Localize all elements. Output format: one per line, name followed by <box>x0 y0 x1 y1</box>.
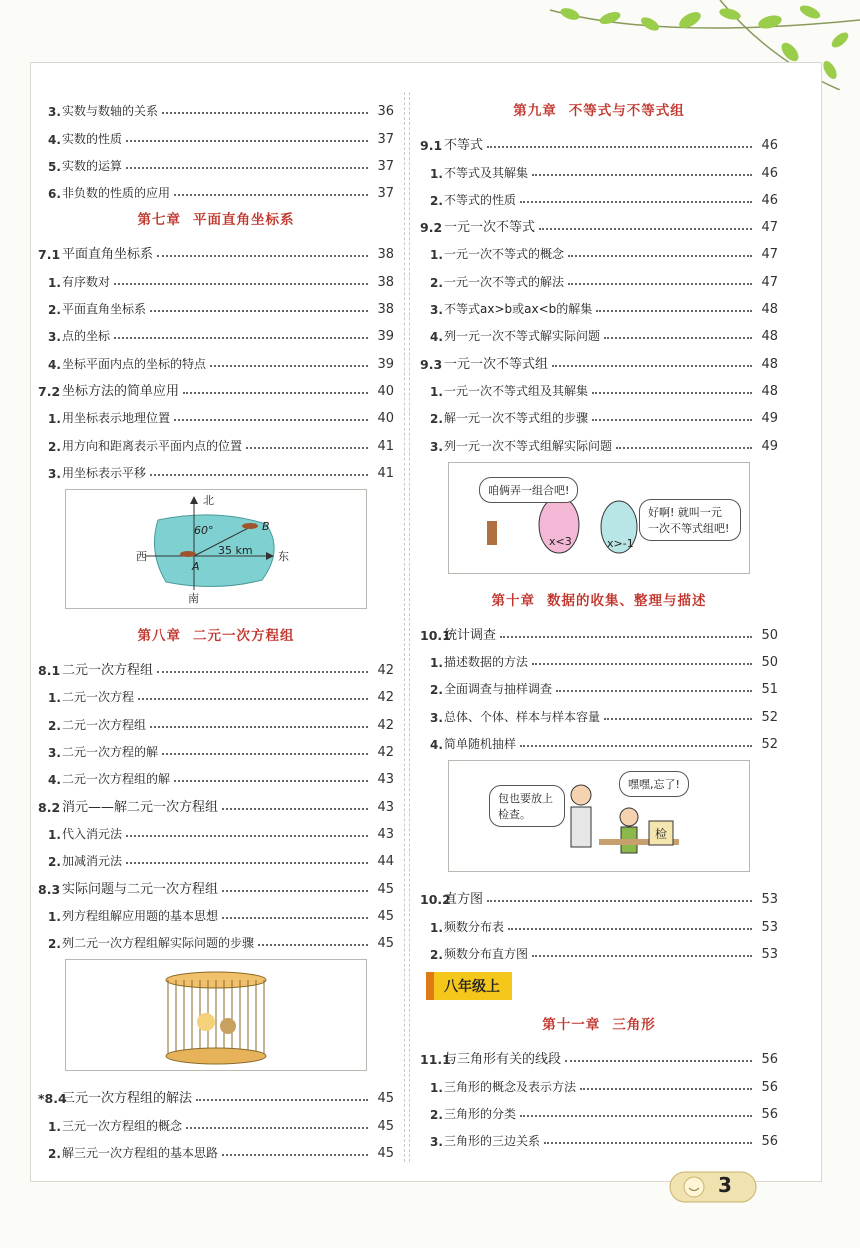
entry-number: 1. <box>48 691 61 706</box>
entry-page: 47 <box>761 220 778 236</box>
dot-leader <box>162 753 368 755</box>
entry-number: 2. <box>430 275 443 290</box>
toc-section-entry <box>420 344 778 371</box>
entry-page: 38 <box>377 302 394 318</box>
entry-title: 列一元一次不等式组解实际问题 <box>444 438 613 453</box>
entry-page: 42 <box>377 663 394 679</box>
entry-number: 3. <box>430 1135 443 1150</box>
entry-page: 41 <box>377 438 394 454</box>
toc-subsection-entry <box>38 705 394 732</box>
entry-page: 47 <box>761 247 778 263</box>
entry-number: 4. <box>430 738 443 753</box>
chapter-number: 第十章 <box>491 592 535 609</box>
dot-leader <box>157 671 368 673</box>
entry-title: 全面调查与抽样调查 <box>444 682 553 697</box>
toc-subsection-entry <box>38 290 394 317</box>
check-sign: 检 <box>655 827 668 842</box>
entry-page: 53 <box>761 946 778 962</box>
dot-leader <box>222 808 368 810</box>
entry-page: 46 <box>761 165 778 181</box>
entry-number: 3. <box>48 466 61 481</box>
entry-title: 平面直角坐标系 <box>62 302 147 317</box>
toc-subsection-entry <box>420 235 778 262</box>
map-figure <box>65 489 367 609</box>
dot-leader <box>520 1115 752 1117</box>
entry-number: 3. <box>430 710 443 725</box>
toc-subsection-entry <box>38 842 394 869</box>
entry-page: 45 <box>377 1118 394 1134</box>
dot-leader <box>246 447 368 449</box>
dot-leader <box>604 337 752 339</box>
entry-page: 53 <box>761 919 778 935</box>
cage-illustration <box>65 959 367 1071</box>
cartoon-label-right: x>-1 <box>607 536 634 550</box>
dot-leader <box>150 474 368 476</box>
entry-page: 48 <box>761 356 778 372</box>
entry-number: 1. <box>430 1080 443 1095</box>
entry-page: 46 <box>761 192 778 208</box>
toc-subsection-entry <box>420 1095 778 1122</box>
entry-page: 37 <box>377 131 394 147</box>
entry-number: 9.3 <box>420 356 443 372</box>
speech-bubble-right: 好啊! 就叫一元一次不等式组吧! <box>639 499 741 541</box>
toc-subsection-entry <box>38 344 394 371</box>
entry-page: 50 <box>761 627 778 643</box>
chapter-number: 第九章 <box>513 103 557 119</box>
dot-leader <box>592 419 752 421</box>
toc-subsection-entry <box>420 725 778 752</box>
entry-title: 描述数据的方法 <box>444 655 529 670</box>
entry-page: 43 <box>377 799 394 815</box>
dot-leader <box>114 283 368 285</box>
entry-number: 4. <box>48 773 61 788</box>
entry-title: 不等式及其解集 <box>444 165 529 180</box>
entry-page: 44 <box>377 854 394 870</box>
entry-title: 坐标平面内点的坐标的特点 <box>62 356 207 371</box>
chapter-heading <box>420 92 778 126</box>
toc-subsection-entry <box>38 317 394 344</box>
entry-page: 37 <box>377 158 394 174</box>
dot-leader <box>174 194 368 196</box>
entry-number: 6. <box>48 187 61 202</box>
dot-leader <box>210 365 368 367</box>
map-label-north: 北 <box>203 493 214 507</box>
entry-page: 47 <box>761 274 778 290</box>
entry-number: 8.3 <box>38 881 61 897</box>
entry-title: 列二元一次方程组解实际问题的步骤 <box>62 936 255 951</box>
toc-subsection-entry <box>38 1106 394 1133</box>
entry-number: 2. <box>48 718 61 733</box>
entry-number: 10.2 <box>420 892 451 908</box>
entry-title: 实数的运算 <box>62 158 123 173</box>
map-label-east: 东 <box>278 549 289 563</box>
entry-title: 三角形的分类 <box>444 1106 517 1121</box>
chapter-title: 数据的收集、整理与描述 <box>547 592 707 609</box>
chapter-heading <box>38 617 394 651</box>
dot-leader <box>568 255 752 257</box>
dot-leader <box>222 1154 368 1156</box>
dot-leader <box>186 1127 368 1129</box>
page-badge <box>668 1170 758 1204</box>
toc-subsection-entry <box>420 907 778 934</box>
entry-title: 二元一次方程组 <box>62 717 147 732</box>
chapter-title: 三角形 <box>612 1016 656 1033</box>
entry-number: 1. <box>430 656 443 671</box>
dot-leader <box>222 917 368 919</box>
toc-subsection-entry <box>38 174 394 201</box>
entry-number: 4. <box>48 132 61 147</box>
entry-title: 消元——解二元一次方程组 <box>62 799 219 815</box>
dot-leader <box>532 174 752 176</box>
entry-title: 三角形的三边关系 <box>444 1134 541 1149</box>
entry-title: 实数与数轴的关系 <box>62 104 159 119</box>
entry-number: 1. <box>430 248 443 263</box>
entry-title: 二元一次方程的解 <box>62 745 159 760</box>
entry-number: 3. <box>430 439 443 454</box>
toc-subsection-entry <box>420 1067 778 1094</box>
entry-title: 不等式的性质 <box>444 192 517 207</box>
toc-subsection-entry <box>420 153 778 180</box>
entry-number: 7.1 <box>38 247 61 263</box>
entry-title: 非负数的性质的应用 <box>62 186 171 201</box>
entry-number: 3. <box>48 105 61 120</box>
entry-number: 1. <box>48 909 61 924</box>
dot-leader <box>604 718 752 720</box>
toc-subsection-entry <box>38 147 394 174</box>
toc-subsection-entry <box>420 262 778 289</box>
chapter-title: 不等式与不等式组 <box>568 103 685 119</box>
dot-leader <box>532 663 752 665</box>
map-label-distance: 35 km <box>218 543 253 557</box>
dot-leader <box>539 228 752 230</box>
entry-number: 2. <box>48 855 61 870</box>
chapter-heading <box>38 201 394 235</box>
toc-subsection-entry <box>38 924 394 951</box>
entry-title: 三角形的概念及表示方法 <box>444 1079 577 1094</box>
entry-title: 简单随机抽样 <box>444 737 517 752</box>
entry-number: 2. <box>430 947 443 962</box>
entry-page: 49 <box>761 411 778 427</box>
dot-leader <box>520 745 752 747</box>
page-number: 3 <box>718 1173 732 1197</box>
entry-page: 56 <box>761 1052 778 1068</box>
entry-number: 2. <box>430 412 443 427</box>
entry-title: 有序数对 <box>62 274 111 289</box>
entry-page: 48 <box>761 383 778 399</box>
entry-title: 三元一次方程组的解法 <box>62 1091 193 1107</box>
entry-number: 2. <box>430 683 443 698</box>
entry-number: 3. <box>48 330 61 345</box>
entry-title: 与三角形有关的线段 <box>444 1052 562 1068</box>
entry-title: 实际问题与二元一次方程组 <box>62 881 219 897</box>
dot-leader <box>162 112 368 114</box>
entry-page: 56 <box>761 1079 778 1095</box>
entry-page: 56 <box>761 1134 778 1150</box>
entry-number: 10.1 <box>420 627 451 643</box>
entry-number: 2. <box>430 193 443 208</box>
toc-section-entry <box>38 869 394 896</box>
toc-section-entry <box>38 235 394 262</box>
map-label-b: B <box>262 519 270 533</box>
toc-subsection-entry <box>420 399 778 426</box>
dot-leader <box>126 167 368 169</box>
entry-title: 频数分布直方图 <box>444 946 529 961</box>
entry-number: 9.1 <box>420 138 443 154</box>
entry-number: 11.1 <box>420 1052 451 1068</box>
entry-page: 56 <box>761 1106 778 1122</box>
toc-subsection-entry <box>38 454 394 481</box>
entry-title: 用坐标表示地理位置 <box>62 411 171 426</box>
dot-leader <box>552 365 752 367</box>
entry-page: 42 <box>377 745 394 761</box>
entry-number: 7.2 <box>38 383 61 399</box>
entry-page: 50 <box>761 655 778 671</box>
entry-number: 2. <box>48 1147 61 1162</box>
entry-number: 3. <box>48 746 61 761</box>
entry-number: 9.2 <box>420 220 443 236</box>
cartoon-inequality-figure <box>448 462 750 574</box>
entry-number: 1. <box>430 920 443 935</box>
toc-subsection-entry <box>420 426 778 453</box>
grade-banner: 八年级上 <box>426 972 512 1000</box>
entry-page: 53 <box>761 892 778 908</box>
entry-title: 坐标方法的简单应用 <box>62 383 180 399</box>
entry-page: 43 <box>377 826 394 842</box>
dot-leader <box>508 928 752 930</box>
toc-subsection-entry <box>38 399 394 426</box>
toc-subsection-entry <box>38 92 394 119</box>
entry-number: 3. <box>430 303 443 318</box>
entry-page: 38 <box>377 274 394 290</box>
entry-number: *8.4 <box>38 1091 67 1107</box>
dot-leader <box>150 310 368 312</box>
toc-subsection-entry <box>38 426 394 453</box>
entry-number: 2. <box>430 1107 443 1122</box>
entry-page: 40 <box>377 411 394 427</box>
toc-section-entry <box>38 787 394 814</box>
entry-number: 2. <box>48 303 61 318</box>
toc-subsection-entry <box>420 317 778 344</box>
entry-page: 46 <box>761 138 778 154</box>
entry-title: 一元一次不等式的概念 <box>444 247 565 262</box>
toc-subsection-entry <box>420 290 778 317</box>
speech-bubble-left: 包也要放上检查。 <box>489 785 565 827</box>
entry-page: 39 <box>377 329 394 345</box>
dot-leader <box>183 392 368 394</box>
toc-section-entry <box>420 1040 778 1067</box>
entry-title: 统计调查 <box>444 627 497 643</box>
entry-number: 4. <box>430 330 443 345</box>
dot-leader <box>126 862 368 864</box>
dot-leader <box>556 690 752 692</box>
entry-page: 41 <box>377 465 394 481</box>
entry-page: 40 <box>377 383 394 399</box>
entry-number: 4. <box>48 357 61 372</box>
toc-subsection-entry <box>38 733 394 760</box>
entry-title: 实数的性质 <box>62 131 123 146</box>
dot-leader <box>532 955 752 957</box>
toc-section-entry <box>420 880 778 907</box>
entry-title: 二元一次方程 <box>62 690 135 705</box>
entry-title: 用坐标表示平移 <box>62 465 147 480</box>
entry-title: 用方向和距离表示平面内点的位置 <box>62 438 243 453</box>
dot-leader <box>138 698 368 700</box>
entry-number: 5. <box>48 159 61 174</box>
dot-leader <box>580 1088 752 1090</box>
entry-number: 1. <box>430 384 443 399</box>
chapter-title: 二元一次方程组 <box>193 627 295 644</box>
entry-title: 点的坐标 <box>62 329 111 344</box>
chapter-heading <box>420 582 778 616</box>
toc-right-column <box>420 92 778 1149</box>
entry-page: 45 <box>377 908 394 924</box>
entry-page: 39 <box>377 356 394 372</box>
entry-title: 解三元一次方程组的基本思路 <box>62 1146 219 1161</box>
dot-leader <box>487 146 752 148</box>
toc-subsection-entry <box>420 181 778 208</box>
entry-number: 1. <box>48 275 61 290</box>
dot-leader <box>596 310 752 312</box>
entry-page: 52 <box>761 737 778 753</box>
dot-leader <box>222 890 368 892</box>
entry-page: 48 <box>761 329 778 345</box>
entry-title: 频数分布表 <box>444 919 505 934</box>
entry-title: 一元一次不等式组 <box>444 356 549 372</box>
toc-section-entry <box>420 208 778 235</box>
entry-title: 二元一次方程组 <box>62 663 154 679</box>
toc-subsection-entry <box>420 935 778 962</box>
entry-number: 2. <box>48 439 61 454</box>
entry-number: 2. <box>48 937 61 952</box>
dot-leader <box>487 900 752 902</box>
dot-leader <box>126 835 368 837</box>
entry-title: 一元一次不等式的解法 <box>444 274 565 289</box>
toc-subsection-entry <box>38 760 394 787</box>
entry-page: 37 <box>377 186 394 202</box>
entry-page: 45 <box>377 881 394 897</box>
entry-title: 一元一次不等式组及其解集 <box>444 383 589 398</box>
map-label-angle: 60° <box>194 523 214 537</box>
entry-title: 不等式 <box>444 138 484 154</box>
dot-leader <box>616 447 752 449</box>
entry-page: 43 <box>377 772 394 788</box>
toc-subsection-entry <box>420 1122 778 1149</box>
toc-subsection-entry <box>38 678 394 705</box>
chapter-number: 第十一章 <box>542 1016 601 1033</box>
toc-section-entry <box>38 651 394 678</box>
toc-subsection-entry <box>38 119 394 146</box>
dot-leader <box>126 140 368 142</box>
entry-number: 1. <box>48 827 61 842</box>
entry-page: 38 <box>377 247 394 263</box>
toc-section-entry <box>420 126 778 153</box>
entry-page: 42 <box>377 690 394 706</box>
dot-leader <box>157 255 368 257</box>
entry-page: 51 <box>761 682 778 698</box>
entry-title: 列一元一次不等式解实际问题 <box>444 329 601 344</box>
dot-leader <box>568 283 752 285</box>
chapter-heading <box>420 1006 778 1040</box>
chapter-number: 第七章 <box>137 212 181 229</box>
toc-left-column <box>38 92 394 1161</box>
entry-title: 平面直角坐标系 <box>62 247 154 263</box>
toc-subsection-entry <box>420 697 778 724</box>
map-label-west: 西 <box>136 549 147 563</box>
map-label-south: 南 <box>188 591 199 605</box>
toc-subsection-entry <box>38 1134 394 1161</box>
entry-title: 列方程组解应用题的基本思想 <box>62 908 219 923</box>
entry-title: 不等式ax>b或ax<b的解集 <box>444 302 593 317</box>
entry-page: 49 <box>761 438 778 454</box>
cartoon-check-figure <box>448 760 750 872</box>
entry-number: 1. <box>48 1119 61 1134</box>
map-label-a: A <box>192 559 200 573</box>
entry-title: 一元一次不等式 <box>444 220 536 236</box>
entry-title: 三元一次方程组的概念 <box>62 1118 183 1133</box>
entry-title: 二元一次方程组的解 <box>62 772 171 787</box>
entry-title: 直方图 <box>444 892 484 908</box>
toc-subsection-entry <box>38 897 394 924</box>
entry-title: 代入消元法 <box>62 826 123 841</box>
toc-subsection-entry <box>420 643 778 670</box>
toc-section-entry <box>38 1079 394 1106</box>
entry-page: 45 <box>377 936 394 952</box>
toc-subsection-entry <box>420 670 778 697</box>
entry-title: 解一元一次不等式组的步骤 <box>444 411 589 426</box>
entry-page: 42 <box>377 717 394 733</box>
speech-bubble-right: 嘿嘿,忘了! <box>619 771 689 797</box>
entry-page: 48 <box>761 302 778 318</box>
toc-subsection-entry <box>420 372 778 399</box>
entry-page: 45 <box>377 1146 394 1162</box>
toc-subsection-entry <box>38 815 394 842</box>
chapter-title: 平面直角坐标系 <box>193 212 295 229</box>
speech-bubble-left: 咱俩弄一组合吧! <box>479 477 578 503</box>
dot-leader <box>500 636 752 638</box>
dot-leader <box>258 944 368 946</box>
dot-leader <box>150 726 368 728</box>
entry-page: 45 <box>377 1091 394 1107</box>
entry-title: 加减消元法 <box>62 854 123 869</box>
dot-leader <box>174 780 368 782</box>
dot-leader <box>196 1099 368 1101</box>
chapter-number: 第八章 <box>137 627 181 644</box>
column-divider <box>404 92 410 1162</box>
entry-number: 8.2 <box>38 799 61 815</box>
toc-subsection-entry <box>38 262 394 289</box>
toc-section-entry <box>420 616 778 643</box>
dot-leader <box>114 337 368 339</box>
entry-page: 36 <box>377 104 394 120</box>
dot-leader <box>565 1060 752 1062</box>
dot-leader <box>544 1142 752 1144</box>
entry-number: 1. <box>430 166 443 181</box>
dot-leader <box>592 392 752 394</box>
cartoon-label-left: x<3 <box>549 534 572 548</box>
toc-section-entry <box>38 372 394 399</box>
entry-number: 8.1 <box>38 663 61 679</box>
entry-title: 总体、个体、样本与样本容量 <box>444 709 601 724</box>
dot-leader <box>174 419 368 421</box>
entry-page: 52 <box>761 709 778 725</box>
dot-leader <box>520 201 752 203</box>
entry-number: 1. <box>48 412 61 427</box>
